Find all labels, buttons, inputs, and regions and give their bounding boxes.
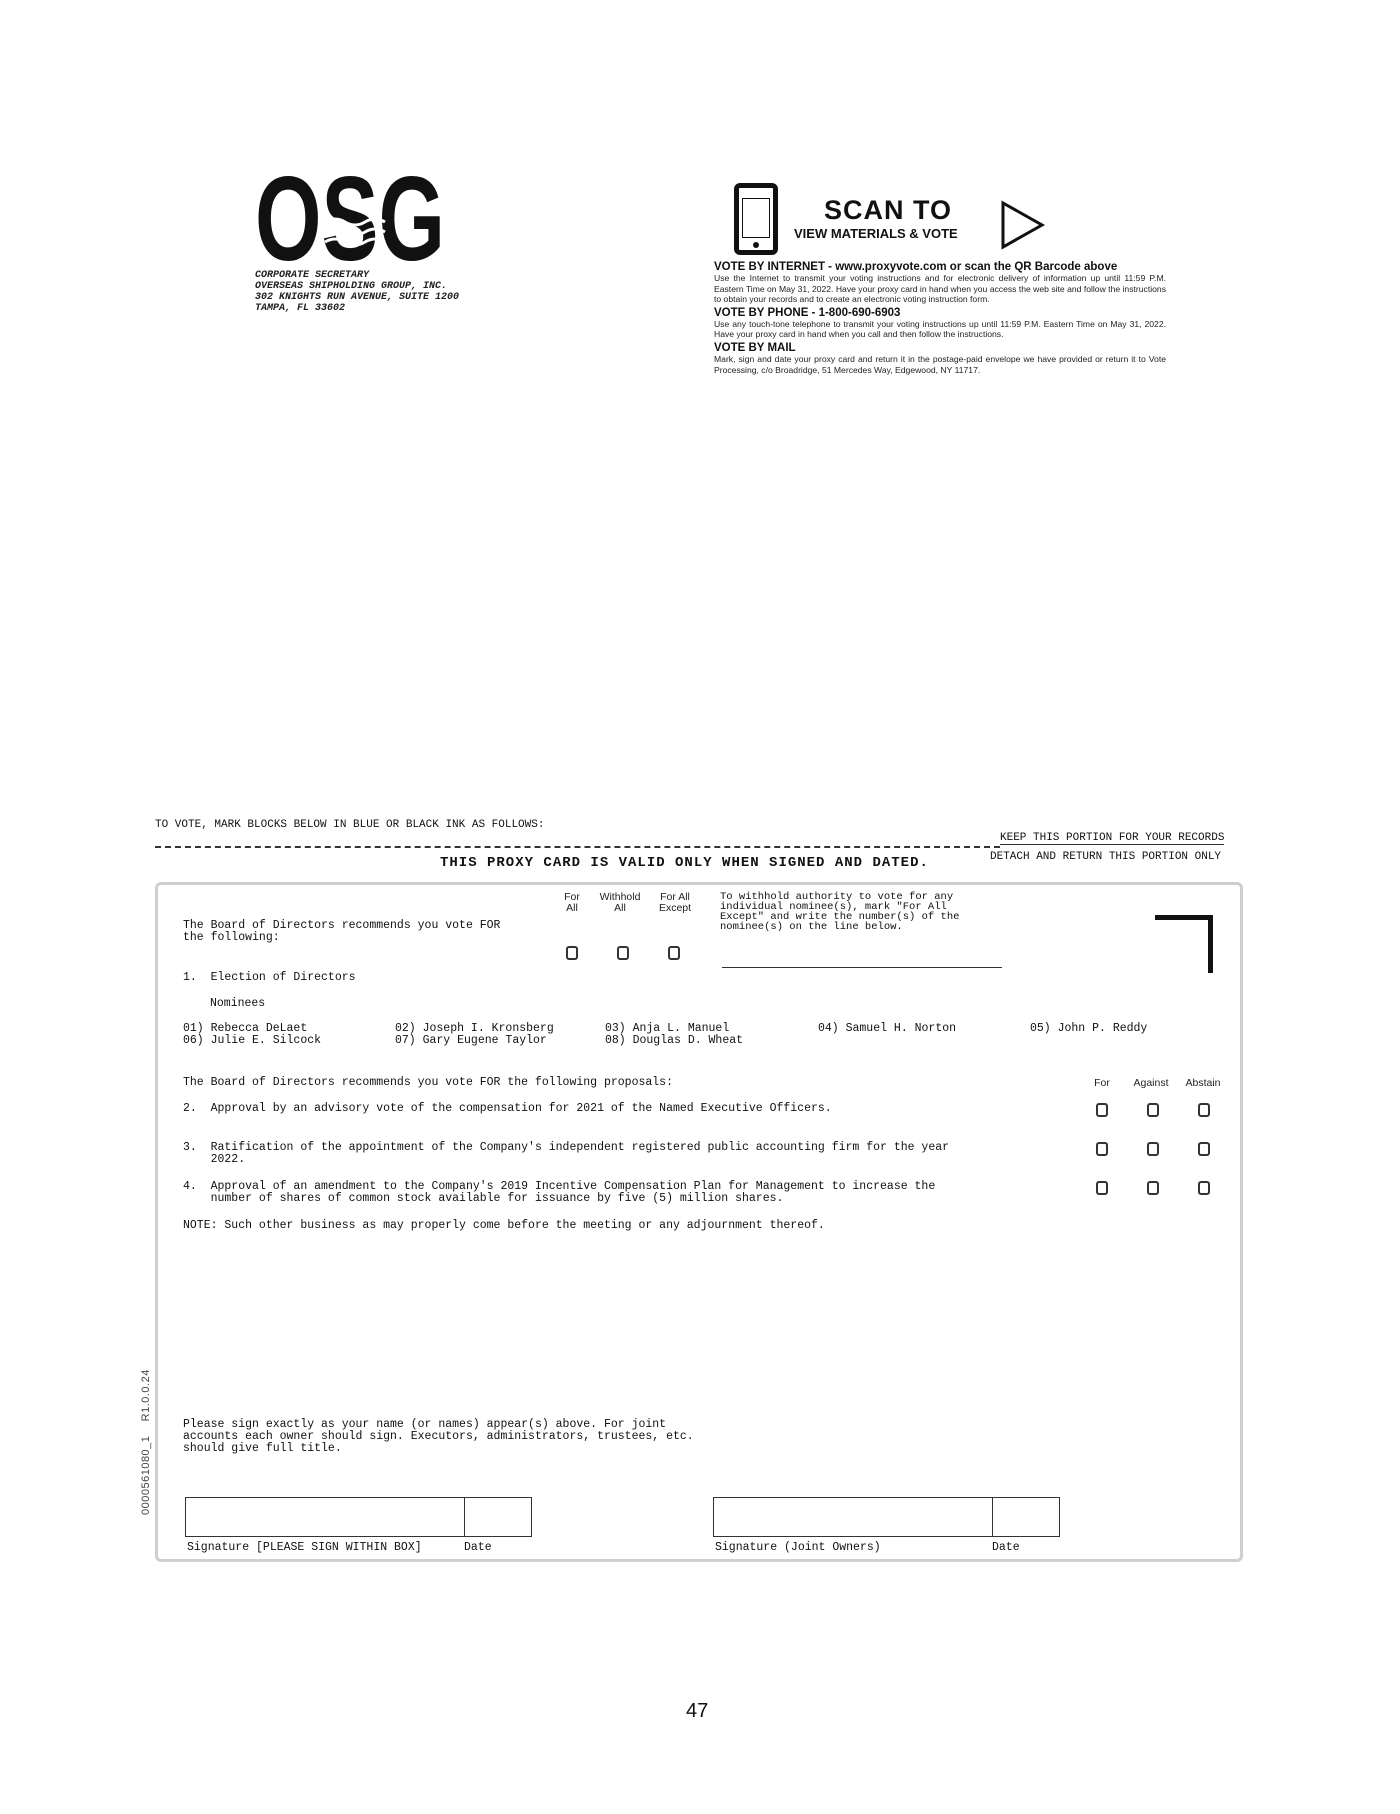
- board-recommendation-2: The Board of Directors recommends you vote FOR the following proposals:: [183, 1076, 673, 1089]
- withhold-all-checkbox[interactable]: [617, 946, 629, 960]
- page-number: 47: [686, 1700, 709, 1722]
- address-line: CORPORATE SECRETARY: [255, 270, 370, 281]
- col-for-all-except: For All Except: [658, 891, 692, 914]
- signature-box-1[interactable]: [185, 1497, 465, 1537]
- osg-logo: [255, 160, 445, 270]
- detach-line: [155, 846, 1000, 848]
- sign-instruction: Please sign exactly as your name (or names) appear(s) above. For joint accounts each owner should sign. Executors, administrators, trustees, etc. should give full title.: [183, 1418, 694, 1455]
- except-write-line[interactable]: [722, 967, 1002, 968]
- proposal-2-for-checkbox[interactable]: [1096, 1103, 1108, 1117]
- side-reference-code: 0000561080_1 R1.0.0.24: [140, 1369, 152, 1515]
- valid-notice: THIS PROXY CARD IS VALID ONLY WHEN SIGNED AND DATED.: [440, 855, 929, 871]
- address-line: TAMPA, FL 33602: [255, 303, 346, 314]
- vote-mail-heading: VOTE BY MAIL: [714, 341, 796, 354]
- proposal-3-for-checkbox[interactable]: [1096, 1142, 1108, 1156]
- signature-label-1: Signature [PLEASE SIGN WITHIN BOX]: [187, 1541, 422, 1554]
- proposal-2-against-checkbox[interactable]: [1147, 1103, 1159, 1117]
- phone-icon: [734, 183, 778, 255]
- address-line: OVERSEAS SHIPHOLDING GROUP, INC.: [255, 281, 448, 292]
- nominee-group: 04) Samuel H. Norton: [818, 1022, 957, 1035]
- proposal-4: 4. Approval of an amendment to the Company's 2019 Incentive Compensation Plan for Management to increase the number of shares of common stock available for issuance by five (5) million shares.: [183, 1180, 936, 1205]
- date-label-1: Date: [464, 1541, 492, 1554]
- keep-portion-label: KEEP THIS PORTION FOR YOUR RECORDS: [1000, 832, 1225, 844]
- vote-phone-heading: VOTE BY PHONE - 1-800-690-6903: [714, 306, 901, 319]
- proposal-2: 2. Approval by an advisory vote of the compensation for 2021 of the Named Executive Officers.: [183, 1102, 832, 1115]
- for-all-except-checkbox[interactable]: [668, 946, 680, 960]
- item-1-label: 1. Election of Directors: [183, 971, 356, 984]
- col-abstain: Abstain: [1185, 1077, 1221, 1089]
- withhold-instruction: To withhold authority to vote for any individual nominee(s), mark "For All Except" and write the number(s) of the nominee(s) on the line below.: [720, 891, 960, 933]
- signature-label-2: Signature (Joint Owners): [715, 1541, 881, 1554]
- scan-subtitle: VIEW MATERIALS & VOTE: [794, 226, 958, 241]
- ink-instruction: TO VOTE, MARK BLOCKS BELOW IN BLUE OR BLACK INK AS FOLLOWS:: [155, 819, 545, 831]
- col-against: Against: [1133, 1077, 1169, 1089]
- col-for: For: [1094, 1077, 1110, 1089]
- signature-box-2[interactable]: [713, 1497, 993, 1537]
- corner-mark: [1155, 915, 1213, 973]
- vote-mail-body: Mark, sign and date your proxy card and return it in the postage-paid envelope we have provided or return it to Vote Processing, c/o Broadridge, 51 Mercedes Way, Edgewood, NY 11717.: [714, 353, 1166, 375]
- detach-portion-label: DETACH AND RETURN THIS PORTION ONLY: [990, 851, 1222, 863]
- proposal-4-for-checkbox[interactable]: [1096, 1181, 1108, 1195]
- play-arrow-icon: [1000, 200, 1046, 250]
- note-text: NOTE: Such other business as may properly come before the meeting or any adjournment thereof.: [183, 1219, 825, 1232]
- proposal-3-against-checkbox[interactable]: [1147, 1142, 1159, 1156]
- nominees-label: Nominees: [210, 997, 266, 1010]
- date-label-2: Date: [992, 1541, 1020, 1554]
- vote-phone-body: Use any touch-tone telephone to transmit your voting instructions up until 11:59 P.M. Eastern Time on May 31, 2022. Have your proxy card in hand when you call and then follow the instructions.: [714, 318, 1166, 340]
- nominee-group: 01) Rebecca DeLaet 06) Julie E. Silcock: [183, 1022, 322, 1047]
- date-box-1[interactable]: [464, 1497, 532, 1537]
- address-line: 302 KNIGHTS RUN AVENUE, SUITE 1200: [255, 292, 460, 303]
- proposal-2-abstain-checkbox[interactable]: [1198, 1103, 1210, 1117]
- voting-instructions: [714, 259, 1166, 375]
- nominee-group: 03) Anja L. Manuel 08) Douglas D. Wheat: [605, 1022, 744, 1047]
- nominee-group: 02) Joseph I. Kronsberg 07) Gary Eugene Taylor: [395, 1022, 554, 1047]
- return-address: [255, 270, 459, 314]
- vote-internet-heading: VOTE BY INTERNET - www.proxyvote.com or scan the QR Barcode above: [714, 261, 1118, 273]
- board-recommendation-1: The Board of Directors recommends you vote FOR the following:: [183, 919, 501, 944]
- proposal-3-abstain-checkbox[interactable]: [1198, 1142, 1210, 1156]
- nominee-group: 05) John P. Reddy: [1030, 1022, 1148, 1035]
- proposal-3: 3. Ratification of the appointment of the Company's independent registered public accounting firm for the year 2022.: [183, 1141, 950, 1166]
- proposal-4-against-checkbox[interactable]: [1147, 1181, 1159, 1195]
- col-for-all: For All: [564, 891, 580, 914]
- vote-internet-body: Use the Internet to transmit your voting instructions and for electronic delivery of information up until 11:59 P.M. Eastern Time on May 31, 2022. Have your proxy card in hand when you access the web site and follow the instructions to obtain your records and to create an electronic voting instruction form.: [714, 273, 1166, 305]
- col-withhold-all: Withhold All: [599, 891, 641, 914]
- svg-text:OSG: OSG: [255, 160, 445, 270]
- proposal-4-abstain-checkbox[interactable]: [1198, 1181, 1210, 1195]
- date-box-2[interactable]: [992, 1497, 1060, 1537]
- scan-title: SCAN TO: [824, 195, 953, 225]
- for-all-checkbox[interactable]: [566, 946, 578, 960]
